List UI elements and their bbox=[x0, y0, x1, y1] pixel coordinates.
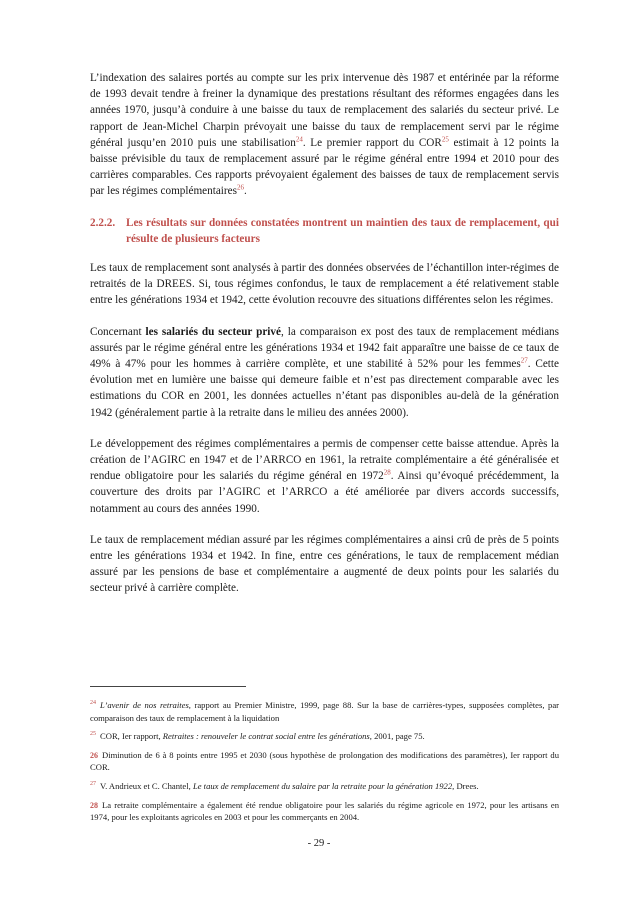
paragraph-text: . bbox=[243, 185, 247, 198]
footnote-ref-26[interactable]: 26 bbox=[236, 183, 244, 192]
paragraph-text: L’indexation des salaires portés au compte sur les prix intervenue dès 1987 et entérinée par la réforme de 1993 devait tendre à freiner la dynamique des prestations résultant des réformes engagées dans les années 1970, jusqu’à conduire à une baisse du taux de remplacement des salariés du secteur privé. Le rapport de Jean-Michel Charpin prévoyait une baisse du taux de remplacement servi par le régime général jusqu’en 2010 puis une stabilisation bbox=[90, 72, 559, 149]
footnote-mark: 28 bbox=[90, 800, 98, 810]
paragraph-text: Le développement des régimes complémentaires a permis de compenser cette baisse attendue. Après la création de l’AGIRC en 1947 et de l’ARRCO en 1961, la retraite complémentaire a été généralisée et rendue obligatoire pour les salariés du régime général en 1972 bbox=[90, 437, 559, 483]
footnote-separator bbox=[90, 686, 246, 687]
footnote-mark: 24 bbox=[90, 700, 96, 707]
footnote-mark: 25 bbox=[90, 731, 96, 738]
page-body bbox=[90, 70, 559, 612]
paragraph-5: Le taux de remplacement médian assuré par les régimes complémentaires a ainsi crû de près de 5 points entre les générations 1934 et 1942. In fine, entre ces générations, le taux de remplacement médian assuré par les pensions de base et complémentaire a augmenté de deux points pour les salariés du secteur privé à carrière complète. bbox=[90, 533, 559, 595]
paragraph-text: . Le premier rapport du COR bbox=[302, 136, 442, 149]
italic-text: Le taux de remplacement du salaire par la retraite pour la génération 1922 bbox=[192, 780, 453, 791]
footnote-26 bbox=[90, 749, 559, 774]
footnote-27 bbox=[90, 780, 559, 793]
section-title: Les résultats sur données constatées montrent un maintien des taux de remplacement, qui résulte de plusieurs facteurs bbox=[126, 216, 559, 245]
section-heading bbox=[90, 215, 559, 247]
footnotes bbox=[90, 699, 559, 830]
paragraph-4 bbox=[90, 436, 559, 517]
footnote-text: , Drees. bbox=[452, 780, 479, 791]
footnote-28 bbox=[90, 799, 559, 824]
paragraph-text: . Ainsi qu’évoqué précédemment, la couverture des droits par l’AGIRC et l’ARRCO a été améliorée par divers accords successifs, notamment au cours des années 1990. bbox=[90, 470, 560, 515]
footnote-mark: 27 bbox=[90, 781, 96, 788]
footnote-text: Diminution de 6 à 8 points entre 1995 et 2030 (sous hypothèse de prolongation des modifications des paramètres), Ier rapport du COR. bbox=[90, 749, 559, 773]
footnote-ref-24[interactable]: 24 bbox=[295, 135, 303, 144]
footnote-text: V. Andrieux et C. Chantel, bbox=[100, 780, 193, 791]
bold-text: les salariés du secteur privé bbox=[145, 325, 281, 338]
footnote-ref-27[interactable]: 27 bbox=[520, 356, 528, 365]
paragraph-text: . Cette évolution met en lumière une baisse qui demeure faible et n’est pas directement comparable avec les estimations du COR en 2001, les données actuelles n’étant pas disponibles au-delà de la génération 1942 (généralement partie à la retraite dans le milieu des années 2000). bbox=[90, 358, 559, 419]
footnote-text: , 2001, page 75. bbox=[369, 731, 425, 742]
paragraph-2: Les taux de remplacement sont analysés à partir des données observées de l’échantillon inter-régimes de retraités de la DREES. Si, tous régimes confondus, le taux de remplacement a été relativement stable entre les générations 1934 et 1942, cette évolution recouvre des situations différentes selon les régimes. bbox=[90, 262, 559, 307]
footnote-25 bbox=[90, 730, 559, 743]
footnote-mark: 26 bbox=[90, 750, 98, 760]
italic-text: L’avenir de nos retraites bbox=[100, 700, 189, 710]
footnote-text: COR, Ier rapport, bbox=[100, 731, 163, 742]
footnote-text: , rapport au Premier Ministre, 1999, page 88. Sur la base de carrières-types, supposées complètes, par comparaison des taux de remplacement à la liquidation bbox=[90, 700, 559, 723]
italic-text: Retraites : renouveler le contrat social entre les générations bbox=[162, 731, 370, 742]
paragraph-text: Concernant bbox=[90, 325, 146, 338]
paragraph-3 bbox=[90, 324, 559, 421]
paragraph-text: , la comparaison ex post des taux de remplacement médians assurés par le régime général entre les générations 1934 et 1942 fait apparaître une baisse de ce taux de 49% à 47% pour les hommes à carrière complète, et une stabilité à 52% pour les femmes bbox=[90, 325, 559, 371]
paragraph-1 bbox=[90, 70, 559, 200]
section-number: 2.2.2. bbox=[90, 216, 116, 229]
footnote-text: La retraite complémentaire a également été rendue obligatoire pour les salariés du régime agricole en 1972, pour les artisans en 1974, pour les exploitants agricoles en 2003 et pour les commerçants en 2004. bbox=[90, 799, 559, 823]
footnote-ref-25[interactable]: 25 bbox=[441, 135, 449, 144]
page-number: - 29 - bbox=[307, 838, 331, 849]
footnote-24 bbox=[90, 699, 559, 724]
paragraph-text: estimait à 12 points la baisse prévisible du taux de remplacement assuré par le régime général entre 1994 et 2010 pour des carrières comparables. Ces rapports prévoyaient également des baisses de taux de remplacement servis par les régimes complémentaires bbox=[90, 136, 559, 198]
footnote-ref-28[interactable]: 28 bbox=[383, 468, 391, 477]
